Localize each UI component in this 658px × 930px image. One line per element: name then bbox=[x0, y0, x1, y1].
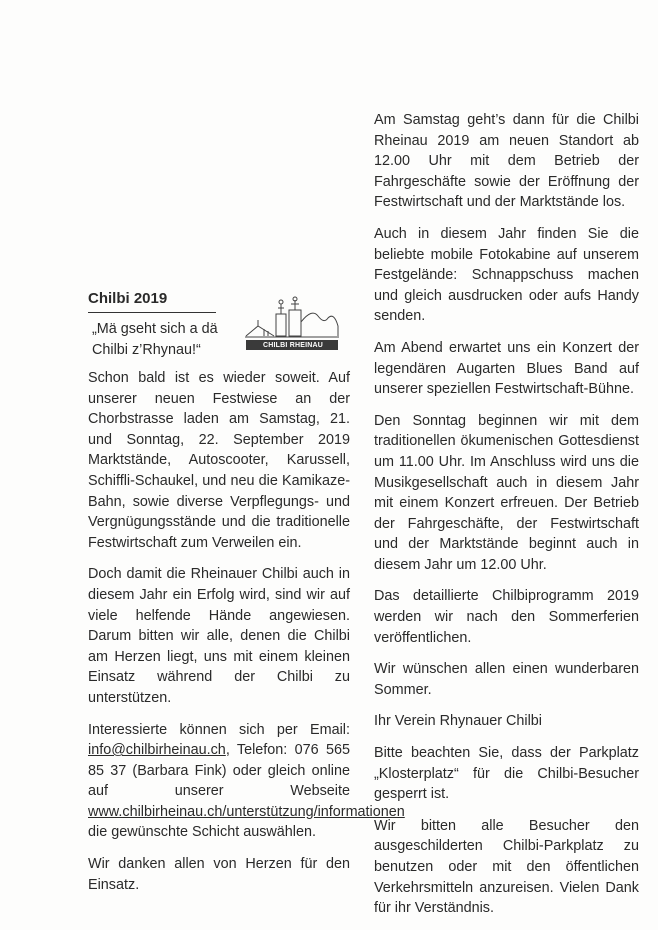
paragraph-text: die gewünschte Schicht auswählen. bbox=[88, 824, 316, 841]
paragraph: Den Sonntag beginnen wir mit dem traditionellen ökumenischen Gottesdienst um 11.00 Uhr. Im Anschluss wird uns die Musikgesellschaft auch in diesem Jahr mit einem Konzert erfreuen. Der Betrieb der Fahrgeschäfte, der Festwirtschaft und der Marktstände beginnt auch in diesem Jahr um 12.00 Uhr. bbox=[374, 412, 639, 573]
paragraph: Wir wünschen allen einen wunderbaren Sommer. bbox=[374, 661, 639, 698]
paragraph: Wir danken allen von Herzen für den Einsatz. bbox=[88, 856, 350, 893]
left-column bbox=[88, 368, 405, 906]
right-column bbox=[374, 110, 639, 930]
paragraph-contact bbox=[88, 720, 405, 844]
paragraph: Doch damit die Rheinauer Chilbi auch in diesem Jahr ein Erfolg wird, sind wir auf viele helfende Hände angewiesen. Darum bitten wir alle, denen die Chilbi am Herzen liegt, uns mit einem kleinen Einsatz während der Chilbi zu unterstützen. bbox=[88, 566, 350, 706]
website-link[interactable]: www.chilbirheinau.ch/unterstützung/informationen bbox=[88, 803, 405, 820]
paragraph: Am Abend erwartet uns ein Konzert der legendären Augarten Blues Band auf unserer speziellen Festwirtschaft-Bühne. bbox=[374, 339, 639, 398]
paragraph: Ihr Verein Rhynauer Chilbi bbox=[374, 713, 542, 730]
paragraph-text: , Telefon: 076 565 85 37 (Barbara Fink) oder gleich online auf unserer Webseite bbox=[88, 742, 350, 800]
paragraph: Das detaillierte Chilbiprogramm 2019 werden wir nach den Sommerferien veröffentlichen. bbox=[374, 588, 639, 646]
paragraph-text: Interessierte können sich per Email: bbox=[88, 721, 350, 738]
paragraph: Schon bald ist es wieder soweit. Auf unserer neuen Festwiese an der Chorbstrasse laden am Samstag, 21. und Sonntag, 22. September 2019 Marktstände, Autoscooter, Karussell, Schiffli-Schaukel, und neu die Kamikaze-Bahn, sowie diverse Verpflegungs- und Vergnügungsstände und die traditionelle Festwirtschaft zum Verweilen ein. bbox=[88, 370, 350, 551]
logo-label: CHILBI RHEINAU bbox=[263, 342, 323, 349]
paragraph: Am Samstag geht’s dann für die Chilbi Rheinau 2019 am neuen Standort ab 12.00 Uhr mit dem Betrieb der Fahrgeschäfte sowie der Eröffnung der Festwirtschaft und der Marktstände los. bbox=[374, 112, 639, 211]
email-link[interactable]: info@chilbirheinau.ch bbox=[88, 742, 226, 759]
paragraph: Bitte beachten Sie, dass der Parkplatz „Klosterplatz“ für die Chilbi-Besucher gesperrt ist. bbox=[374, 745, 639, 803]
paragraph: Wir bitten alle Besucher den ausgeschilderten Chilbi-Parkplatz zu benutzen oder mit den öffentlichen Verkehrsmitteln anzureisen. Vielen Dank für ihr Verständnis. bbox=[374, 817, 639, 917]
article-quote: „Mä gseht sich a dä Chilbi z’Rhynau!“ bbox=[92, 321, 218, 358]
paragraph: Auch in diesem Jahr finden Sie die beliebte mobile Fotokabine auf unserem Festgelände: Schnappschuss machen und gleich ausdrucken oder aufs Handy senden. bbox=[374, 225, 639, 325]
article-heading: Chilbi 2019 bbox=[88, 289, 216, 313]
